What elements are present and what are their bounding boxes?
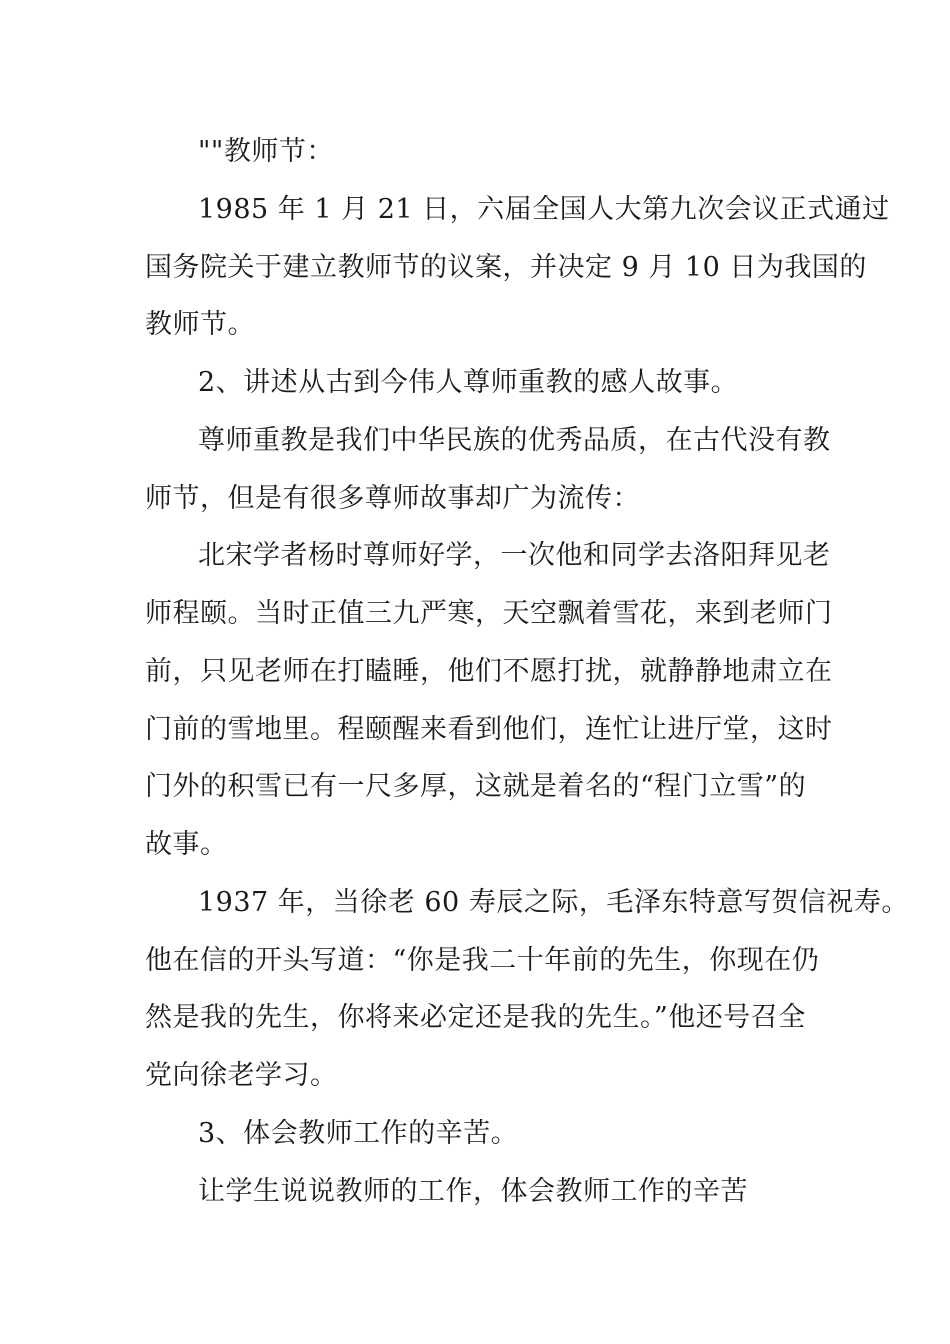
text-line: 门外的积雪已有一尺多厚，这就是着名的“程门立雪”的: [145, 771, 807, 802]
text-line: ""教师节：: [198, 136, 334, 167]
text-line: 尊师重教是我们中华民族的优秀品质，在古代没有教: [198, 425, 831, 456]
text-line: 1985 年 1 月 21 日，六届全国人大第九次会议正式通过: [198, 194, 890, 225]
text-line: 然是我的先生，你将来必定还是我的先生。”他还号召全: [145, 1002, 806, 1033]
text-line: 让学生说说教师的工作，体会教师工作的辛苦: [198, 1176, 748, 1207]
text-line: 1937 年，当徐老 60 寿辰之际，毛泽东特意写贺信祝寿。: [198, 887, 909, 918]
text-line: 3、体会教师工作的辛苦。: [198, 1118, 519, 1149]
text-line: 国务院关于建立教师节的议案，并决定 9 月 10 日为我国的: [145, 252, 867, 283]
text-line: 教师节。: [145, 309, 255, 340]
text-line: 北宋学者杨时尊师好学，一次他和同学去洛阳拜见老: [198, 540, 831, 571]
text-line: 故事。: [145, 829, 228, 860]
text-line: 门前的雪地里。程颐醒来看到他们，连忙让进厅堂，这时: [145, 714, 833, 745]
text-line: 前，只见老师在打瞌睡，他们不愿打扰，就静静地肃立在: [145, 656, 833, 687]
text-line: 2、讲述从古到今伟人尊师重教的感人故事。: [198, 367, 739, 398]
text-line: 他在信的开头写道：“你是我二十年前的先生，你现在仍: [145, 945, 820, 976]
text-line: 师程颐。当时正值三九严寒，天空飘着雪花，来到老师门: [145, 598, 833, 629]
text-line: 师节，但是有很多尊师故事却广为流传：: [145, 483, 640, 514]
text-line: 党向徐老学习。: [145, 1060, 338, 1091]
